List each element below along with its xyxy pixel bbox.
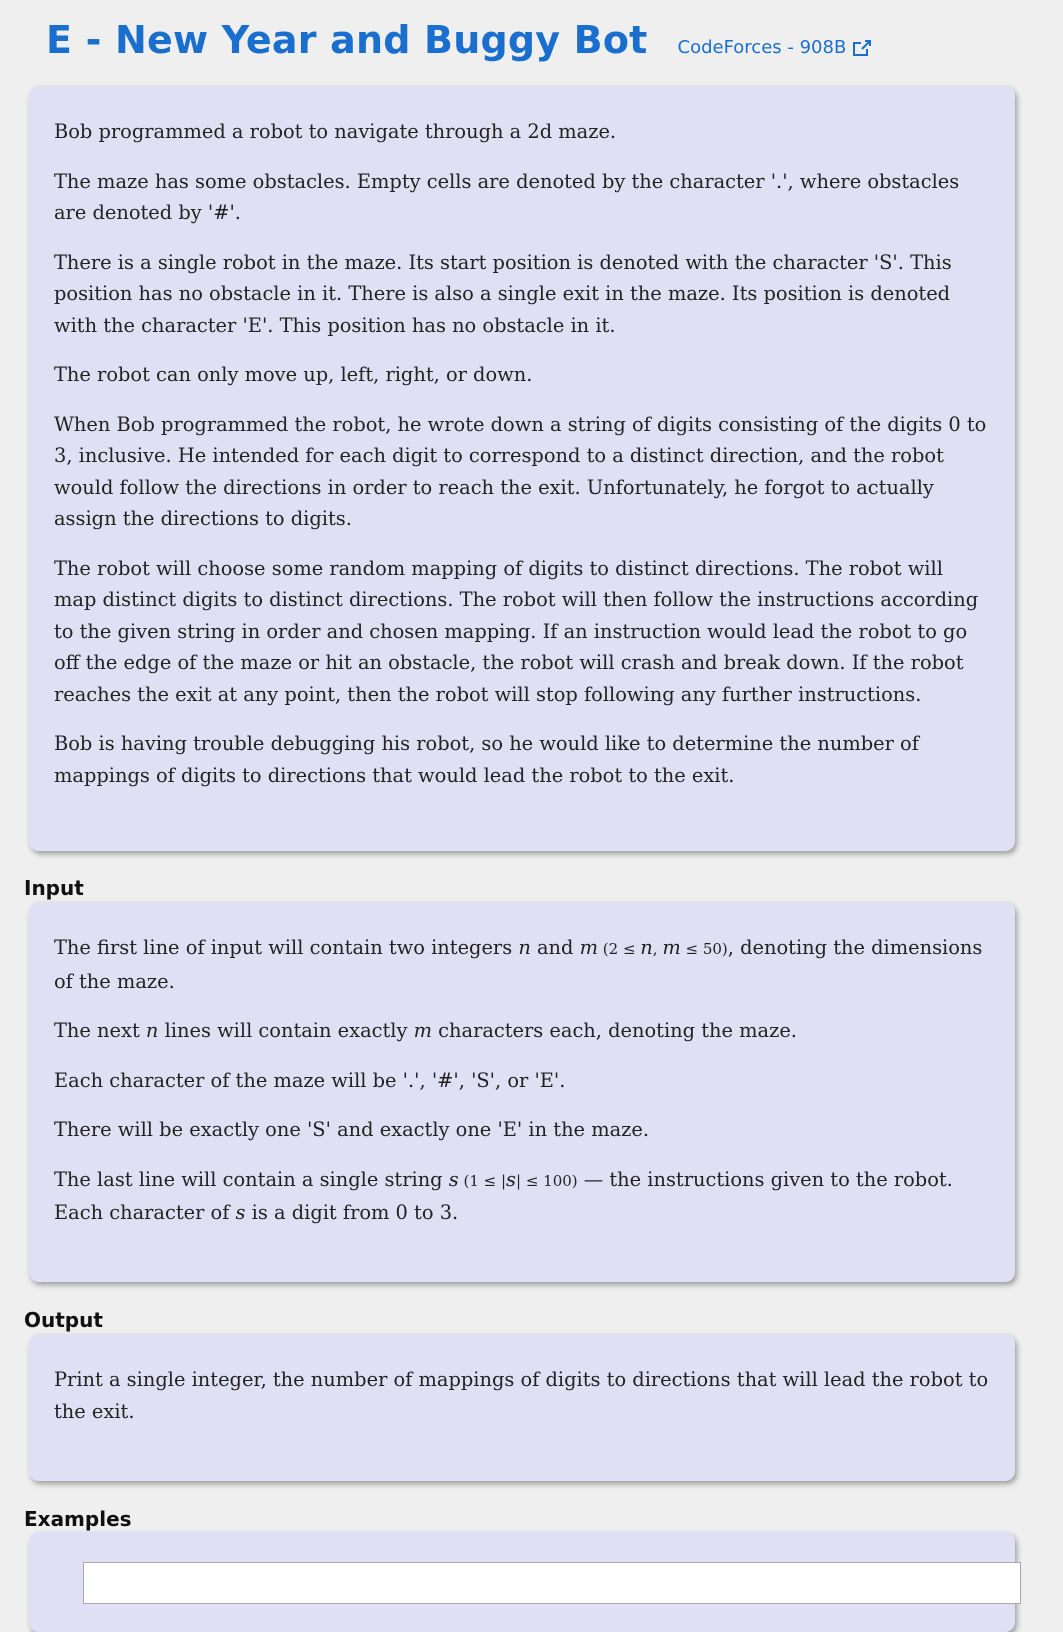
input-paragraph: The first line of input will contain two integers n and m (2 ≤ n, m ≤ 50), denoting the dimensions of the maze.: [54, 936, 983, 993]
input-card: [29, 902, 1015, 1282]
output-heading: Output: [24, 1308, 103, 1332]
statement-paragraph: The maze has some obstacles. Empty cells are denoted by the character '.', where obstacles are denoted by '#'.: [54, 169, 960, 224]
statement-paragraph: There is a single robot in the maze. Its start position is denoted with the character 'S'. This position has no obstacle in it. There is also a single exit in the maze. Its position is denoted with the character 'E'. This position has no obstacle in it.: [54, 250, 952, 337]
examples-card: [29, 1532, 1015, 1632]
page-title: E - New Year and Buggy Bot: [46, 18, 648, 62]
source-link-label: CodeForces - 908B: [677, 37, 847, 58]
input-paragraph: The next n lines will contain exactly m characters each, denoting the maze.: [54, 1019, 797, 1042]
output-card: [29, 1334, 1015, 1481]
page-header: [46, 18, 872, 62]
statement-paragraph: When Bob programmed the robot, he wrote down a string of digits consisting of the digits 0 to 3, inclusive. He intended for each digit to correspond to a distinct direction, and the robot would follow the directions in order to reach the exit. Unfortunately, he forgot to actually assign the directions to digits.: [54, 412, 987, 530]
input-paragraph: The last line will contain a single string s (1 ≤ |s| ≤ 100) — the instructions given to the robot. Each character of s is a digit from 0 to 3.: [54, 1167, 953, 1224]
output-paragraph: Print a single integer, the number of mappings of digits to directions that will lead the robot to the exit.: [54, 1368, 989, 1423]
examples-heading: Examples: [24, 1507, 132, 1531]
external-link-icon: [852, 39, 872, 57]
source-link[interactable]: [678, 37, 873, 58]
input-paragraph: Each character of the maze will be '.', '#', 'S', or 'E'.: [54, 1068, 566, 1092]
example-input-box: [83, 1562, 1021, 1604]
statement-paragraph: Bob is having trouble debugging his robot, so he would like to determine the number of mappings of digits to directions that would lead the robot to the exit.: [54, 732, 919, 787]
input-heading: Input: [24, 876, 84, 900]
statement-paragraph: The robot can only move up, left, right, or down.: [54, 363, 533, 386]
input-paragraph: There will be exactly one 'S' and exactly one 'E' in the maze.: [54, 1118, 650, 1141]
statement-card: [29, 86, 1015, 851]
statement-paragraph: The robot will choose some random mapping of digits to distinct directions. The robot will map distinct digits to distinct directions. The robot will then follow the instructions according to the given string in order and chosen mapping. If an instruction would lead the robot to go off the edge of the maze or hit an obstacle, the robot will crash and break down. If the robot reaches the exit at any point, then the robot will stop following any further instructions.: [54, 556, 979, 706]
statement-paragraph: Bob programmed a robot to navigate through a 2d maze.: [54, 120, 617, 143]
